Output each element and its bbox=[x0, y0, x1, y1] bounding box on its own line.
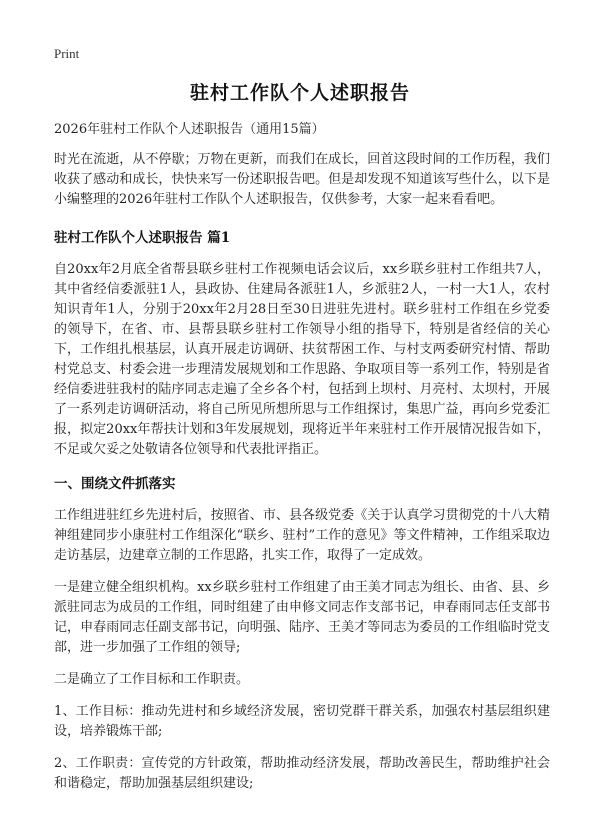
document-subtitle: 2026年驻村工作队个人述职报告（通用15篇） bbox=[54, 122, 325, 137]
section2-paragraph-5: 2、工作职责：宣传党的方针政策，帮助推动经济发展，帮助改善民生，帮助维护社会和谐稳定，帮助加强基层组织建设; bbox=[54, 756, 550, 791]
section2-paragraph-2: 一是建立健全组织机构。xx乡联乡驻村工作组建了由王美才同志为组长、由省、县、乡派驻同志为成员的工作组，同时组建了由申修文同志作支部书记，申春雨同志任支部书记，申春雨同志任副支部书记，向明强、陆序、王美才等同志为委员的工作组临时党支部，进一步加强了工作组的领导; bbox=[54, 580, 550, 655]
section1-paragraph: 自20xx年2月底全省帮县联乡驻村工作视频电话会议后，xx乡联乡驻村工作组共7人，其中省经信委派驻1人，县政协、住建局各派驻1人，乡派驻2人，一村一大1人，农村知识青年1人，分别于20xx年2月28日至30日进驻先进村。联乡驻村工作组在乡党委的领导下，在省、市、县帮县联乡驻村工作领导小组的指导下，特别是省经信的关心下，工作组扎根基层，认真开展走访调研、扶贫帮困工作、与村支两委研究村情、帮助村党总支、村委会进一步理清发展规划和工作思路、争取项目等一系列工作，特别是省经信委进驻我村的陆序同志走遍了全乡各个村，包括到上坝村、月亮村、太坝村，开展了一系列走访调研活动，将自己所见所想所思与工作组探讨，集思广益，再向乡党委汇报，拟定20xx年帮扶计划和3年发展规划，现将近半年来驻村工作开展情况报告如下，不足或欠妥之处敬请各位领导和代表批评指正。 bbox=[54, 262, 550, 457]
document-body bbox=[54, 120, 550, 806]
section2-paragraph-1: 工作组进驻红乡先进村后，按照省、市、县各级党委《关于认真学习贯彻党的十八大精神组建同步小康驻村工作组深化“联乡、驻村”工作的意见》等文件精神，工作组采取边走访基层，边建章立制的工作思路，扎实工作，取得了一定成效。 bbox=[54, 508, 550, 563]
intro-paragraph: 时光在流逝，从不停歇；万物在更新，而我们在成长，回首这段时间的工作历程，我们收获了感动和成长，快快来写一份述职报告吧。但是却发现不知道该写些什么，以下是小编整理的2026年驻村工作队个人述职报告，仅供参考，大家一起来看看吧。 bbox=[54, 152, 550, 207]
section2-paragraph-4: 1、工作目标：推动先进村和乡域经济发展，密切党群干群关系，加强农村基层组织建设，培养锻炼干部; bbox=[54, 704, 550, 739]
document-title: 驻村工作队个人述职报告 bbox=[189, 82, 410, 104]
section2-paragraph-3: 二是确立了工作目标和工作职责。 bbox=[54, 672, 250, 687]
section-heading-part1: 驻村工作队个人述职报告 篇1 bbox=[54, 230, 231, 246]
print-link[interactable]: Print bbox=[54, 46, 80, 61]
section-heading-implementation: 一、围绕文件抓落实 bbox=[54, 476, 176, 492]
